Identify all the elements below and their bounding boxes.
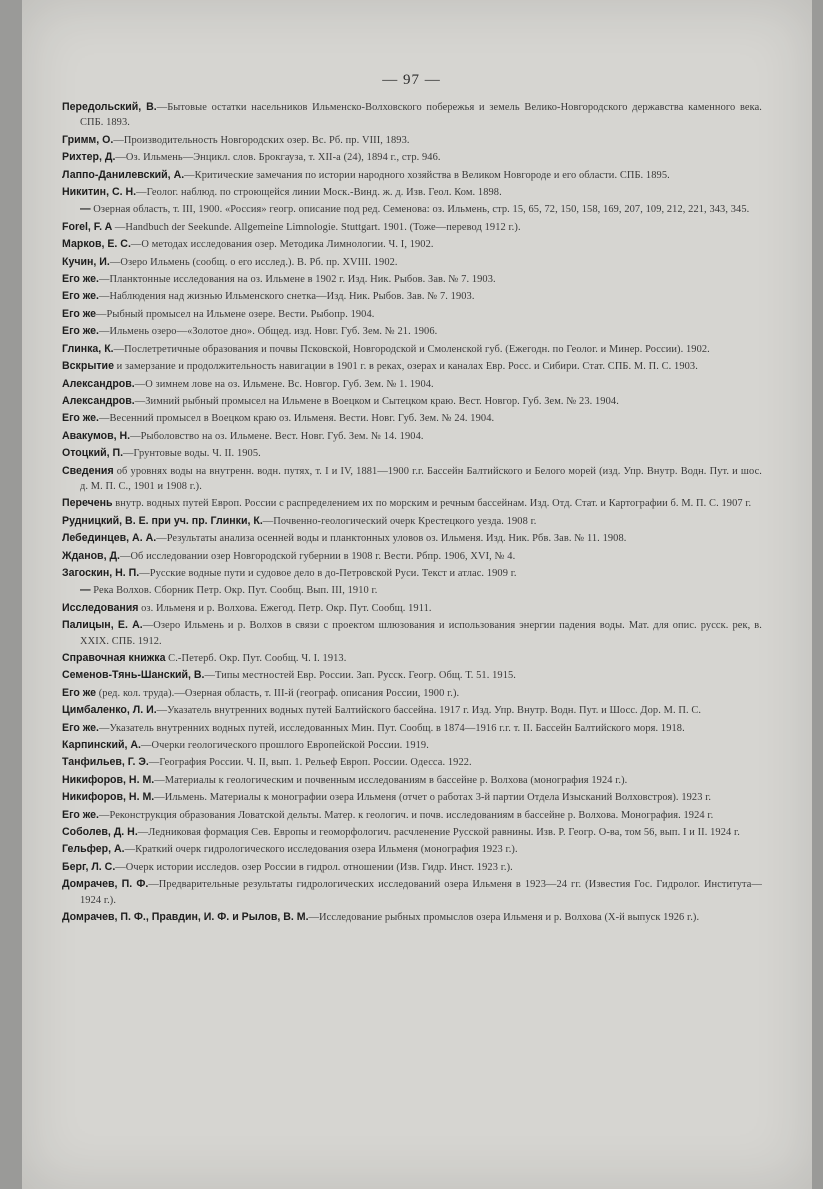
entry-text: Река Волхов. Сборник Петр. Окр. Пут. Сообщ. Вып. III, 1910 г. bbox=[90, 585, 378, 597]
bibliography-entry bbox=[62, 342, 762, 357]
entry-author: Гримм, О. bbox=[62, 133, 114, 146]
bibliography-entry bbox=[62, 531, 762, 546]
bibliography-entry bbox=[62, 755, 762, 770]
entry-author: Forel, F. A bbox=[62, 220, 113, 233]
entry-author: Лаппо-Данилевский, А. bbox=[62, 168, 185, 181]
entry-author: Передольский, В. bbox=[62, 101, 157, 113]
entry-author: Исследования bbox=[62, 601, 139, 614]
entry-text: —Предварительные результаты гидрологических исследований озера Ильменя в 1923—24 гг. (Известия Гос. Гидролог. Института—1924 г.). bbox=[80, 879, 762, 906]
bibliography-entry bbox=[62, 377, 762, 392]
entry-author: Сведения bbox=[62, 464, 114, 477]
bibliography-entry bbox=[62, 877, 762, 908]
bibliography-entry bbox=[62, 686, 762, 701]
bibliography-entry bbox=[62, 566, 762, 581]
bibliography-entry bbox=[62, 255, 762, 270]
bibliography-entry bbox=[62, 168, 762, 183]
entry-text: —Критические замечания по истории народного хозяйства в Великом Новгороде и его области. СПБ. 1895. bbox=[184, 169, 670, 181]
entry-author: Глинка, К. bbox=[62, 342, 114, 355]
entry-text: С.-Петерб. Окр. Пут. Сообщ. Ч. I. 1913. bbox=[165, 653, 347, 664]
entry-text: —Геолог. наблюд. по строющейся линии Моск.-Винд. ж. д. Изв. Геол. Ком. 1898. bbox=[136, 187, 502, 199]
bibliography-entry bbox=[62, 496, 762, 511]
entry-author: Александров. bbox=[62, 377, 135, 390]
entry-text: —Наблюдения над жизнью Ильменского снетка—Изд. Ник. Рыбов. Зав. № 7. 1903. bbox=[98, 291, 475, 303]
entry-author: Александров. bbox=[62, 394, 135, 407]
bibliography-list bbox=[62, 100, 762, 928]
bibliography-entry bbox=[62, 237, 762, 252]
entry-author: Его же bbox=[62, 686, 97, 699]
entry-text: —Планктонные исследования на оз. Ильмене в 1902 г. Изд. Ник. Рыбов. Зав. № 7. 1903. bbox=[98, 274, 496, 286]
entry-author: Его же. bbox=[62, 290, 99, 303]
entry-author: Семенов-Тянь-Шанский, В. bbox=[62, 669, 205, 682]
entry-author: Марков, Е. С. bbox=[62, 238, 131, 251]
entry-text: об уровнях воды на внутренн. водн. путях, т. I и IV, 1881—1900 г.г. Бассейн Балтийского и Белого морей (изд. Упр. Внутр. Водн. Пут. и шос. д. М. П. С., 1901 и 1908 г.). bbox=[80, 465, 762, 492]
entry-text: Озерная область, т. III, 1900. «Россия» геогр. описание под ред. Семенова: оз. Ильмень, стр. 15, 65, 72, 150, 158, 169, 207, 109, 212, 221, 343, 345. bbox=[90, 204, 750, 216]
entry-text: —Ильмень озеро—«Золотое дно». Общед. изд. Новг. Губ. Зем. № 21. 1906. bbox=[98, 326, 438, 338]
entry-author: — bbox=[80, 203, 91, 216]
entry-author: Жданов, Д. bbox=[62, 549, 120, 562]
entry-text: —Послетретичные образования и почвы Псковской, Новгородской и Смоленской губ. (Ежегодн. по Геолог. и Минер. России). 1902. bbox=[113, 343, 710, 355]
bibliography-entry bbox=[62, 601, 762, 616]
bibliography-entry bbox=[62, 359, 762, 374]
entry-text: —Ледниковая формация Сев. Европы и геоморфологич. расчленение Русской равнины. Изв. Р. Геогр. О-ва, том 56, вып. I и II. 1924 г. bbox=[137, 827, 740, 839]
page-number: — 97 — bbox=[382, 72, 441, 88]
entry-text: (ред. кол. труда).—Озерная область, т. III-й (географ. описания России, 1900 г.). bbox=[96, 687, 460, 699]
entry-text: —Реконструкция образования Ловатской дельты. Матер. к геологич. и почв. исследованиям в бассейне р. Волхова. Монография. 1924 г. bbox=[98, 809, 714, 821]
entry-author: Лебединцев, А. А. bbox=[62, 532, 157, 545]
bibliography-entry bbox=[62, 100, 762, 131]
entry-text: —Материалы к геологическим и почвенным исследованиям в бассейне р. Волхова (монография 1924 г.). bbox=[154, 774, 628, 786]
bibliography-entry bbox=[62, 307, 762, 322]
bibliography-entry bbox=[62, 411, 762, 426]
bibliography-entry bbox=[62, 618, 762, 649]
entry-author: Отоцкий, П. bbox=[62, 447, 124, 460]
bibliography-entry bbox=[62, 825, 762, 840]
entry-text: —Результаты анализа осенней воды и планктонных уловов оз. Ильменя. Изд. Ник. Рбв. Зав. № 11. 1908. bbox=[156, 533, 627, 545]
bibliography-entry bbox=[62, 272, 762, 287]
entry-author: Рудницкий, В. Е. при уч. пр. Глинки, К. bbox=[62, 514, 263, 527]
bibliography-entry bbox=[62, 185, 762, 200]
entry-text: —Рыбный промысел на Ильмене озере. Вести. Рыбопр. 1904. bbox=[96, 308, 375, 320]
entry-text: —Исследование рыбных промыслов озера Ильменя и р. Волхова (Х-й выпуск 1926 г.). bbox=[308, 912, 700, 924]
entry-text: и замерзание и продолжительность навигации в 1901 г. в реках, озерах и каналах Евр. Росс. и Сибири. Стат. СПБ. М. П. С. 1903. bbox=[113, 361, 698, 373]
entry-author: Никитин, С. Н. bbox=[62, 186, 137, 199]
entry-text: —Ильмень. Материалы к монографии озера Ильменя (отчет о работах 3-й партии Отдела Изысканий Волховстроя). 1923 г. bbox=[154, 792, 712, 804]
entry-author: Палицын, Е. А. bbox=[62, 619, 143, 632]
entry-author: Карпинский, А. bbox=[62, 739, 141, 752]
entry-text: —Производительность Новгородских озер. Вс. Рб. пр. VIII, 1893. bbox=[113, 134, 410, 146]
bibliography-entry bbox=[62, 703, 762, 718]
entry-text: —Рыболовство на оз. Ильмене. Вест. Новг. Губ. Зем. № 14. 1904. bbox=[130, 430, 424, 442]
entry-author: Его же. bbox=[62, 721, 99, 734]
bibliography-entry bbox=[62, 429, 762, 444]
bibliography-entry bbox=[62, 842, 762, 857]
bibliography-entry bbox=[62, 790, 762, 805]
bibliography-entry bbox=[62, 289, 762, 304]
entry-author: Домрачев, П. Ф. bbox=[62, 878, 149, 891]
entry-text: —Об исследовании озер Новгородской губернии в 1908 г. Вести. Рбпр. 1906, XVI, № 4. bbox=[119, 550, 516, 562]
entry-text: —Очерк истории исследов. озер России в гидрол. отношении (Изв. Гидр. Инст. 1923 г.). bbox=[115, 861, 513, 873]
entry-author: Гельфер, А. bbox=[62, 843, 125, 856]
entry-text: —Озеро Ильмень (сообщ. о его исслед.). В. Рб. пр. XVIII. 1902. bbox=[109, 256, 398, 268]
entry-text: —Указатель внутренних водных путей Балтийского бассейна. 1917 г. Изд. Упр. Внутр. Водн. Пут. и Шосс. Дор. М. П. С. bbox=[156, 705, 702, 717]
entry-author: Берг, Л. С. bbox=[62, 860, 116, 873]
bibliography-entry bbox=[62, 394, 762, 409]
bibliography-entry bbox=[62, 446, 762, 461]
entry-author: Его же bbox=[62, 307, 97, 320]
entry-author: Вскрытие bbox=[62, 360, 114, 373]
entry-text: —Оз. Ильмень—Энцикл. слов. Брокгауза, т. XII-а (24), 1894 г., стр. 946. bbox=[115, 152, 441, 164]
entry-author: Загоскин, Н. П. bbox=[62, 566, 140, 579]
bibliography-entry bbox=[62, 324, 762, 339]
bibliography-entry bbox=[62, 910, 762, 925]
bibliography-entry bbox=[62, 549, 762, 564]
bibliography-entry bbox=[62, 651, 762, 666]
entry-text: —Грунтовые воды. Ч. II. 1905. bbox=[123, 448, 261, 460]
entry-text: —Почвенно-геологический очерк Крестецкого уезда. 1908 г. bbox=[262, 515, 537, 527]
entry-author: Кучин, И. bbox=[62, 255, 110, 268]
entry-text: оз. Ильменя и р. Волхова. Ежегод. Петр. Окр. Пут. Сообщ. 1911. bbox=[138, 602, 432, 614]
bibliography-entry bbox=[62, 202, 762, 217]
entry-author: Его же. bbox=[62, 325, 99, 338]
entry-text: —Краткий очерк гидрологического исследования озера Ильменя (монография 1923 г.). bbox=[124, 844, 518, 856]
entry-text: —Русские водные пути и судовое дело в до-Петровской Руси. Текст и атлас. 1909 г. bbox=[139, 567, 517, 579]
entry-text: —Handbuch der Seekunde. Allgemeine Limnologie. Stuttgart. 1901. (Тоже—перевод 1912 г.). bbox=[112, 221, 521, 233]
entry-author: Никифоров, Н. М. bbox=[62, 773, 155, 786]
bibliography-entry bbox=[62, 150, 762, 165]
bibliography-entry bbox=[62, 773, 762, 788]
entry-text: —Озеро Ильмень и р. Волхов в связи с проектом шлюзования и использования энергии падения воды. Мат. для опис. русск. рек, в. XXIX. СПБ. 1912. bbox=[80, 620, 762, 647]
entry-author: Цимбаленко, Л. И. bbox=[62, 704, 157, 717]
bibliography-entry bbox=[62, 808, 762, 823]
entry-text: —Бытовые остатки насельников Ильменско-Волховского побережья и земель Велико-Новгородского державства каменного века. СПБ. 1893. bbox=[80, 102, 762, 129]
bibliography-entry bbox=[62, 583, 762, 598]
entry-author: Его же. bbox=[62, 273, 99, 286]
entry-author: Справочная книжка bbox=[62, 652, 166, 664]
entry-author: Перечень bbox=[62, 497, 113, 510]
entry-text: —Зимний рыбный промысел на Ильмене в Воецком и Сытецком краю. Вест. Новгор. Губ. Зем. № 23. 1904. bbox=[134, 395, 619, 407]
entry-author: Его же. bbox=[62, 412, 99, 425]
entry-author: — bbox=[80, 584, 91, 597]
entry-author: Авакумов, Н. bbox=[62, 429, 131, 442]
entry-author: Никифоров, Н. М. bbox=[62, 791, 155, 804]
entry-author: Его же. bbox=[62, 808, 99, 821]
entry-text: —География России. Ч. II, вып. 1. Рельеф Европ. России. Одесса. 1922. bbox=[148, 757, 472, 769]
bibliography-entry bbox=[62, 860, 762, 875]
bibliography-entry bbox=[62, 464, 762, 495]
entry-author: Танфильев, Г. Э. bbox=[62, 756, 149, 769]
bibliography-entry bbox=[62, 133, 762, 148]
entry-text: —О методах исследования озер. Методика Лимнологии. Ч. I, 1902. bbox=[130, 239, 434, 251]
bibliography-entry bbox=[62, 220, 762, 235]
entry-text: —О зимнем лове на оз. Ильмене. Вс. Новгор. Губ. Зем. № 1. 1904. bbox=[134, 378, 434, 390]
bibliography-entry bbox=[62, 514, 762, 529]
entry-text: —Типы местностей Евр. России. Зап. Русск. Геогр. Общ. Т. 51. 1915. bbox=[204, 670, 516, 682]
bibliography-entry bbox=[62, 668, 762, 683]
entry-text: —Весенний промысел в Воецком краю оз. Ильменя. Вести. Новг. Губ. Зем. № 24. 1904. bbox=[98, 413, 495, 425]
entry-text: —Очерки геологического прошлого Европейской России. 1919. bbox=[140, 740, 429, 752]
entry-text: внутр. водных путей Европ. России с распределением их по морским и речным бассейнам. Изд. Отд. Стат. и Картографии б. М. П. С. 1907 г. bbox=[112, 498, 752, 510]
bibliography-entry bbox=[62, 738, 762, 753]
bibliography-entry bbox=[62, 721, 762, 736]
entry-author: Домрачев, П. Ф., Правдин, И. Ф. и Рылов, В. М. bbox=[62, 911, 309, 924]
entry-text: —Указатель внутренних водных путей, исследованных Мин. Пут. Сообщ. в 1874—1916 г.г. т. II. Бассейн Балтийского моря. 1918. bbox=[98, 722, 685, 734]
entry-author: Соболев, Д. Н. bbox=[62, 826, 138, 839]
entry-author: Рихтер, Д. bbox=[62, 151, 116, 164]
